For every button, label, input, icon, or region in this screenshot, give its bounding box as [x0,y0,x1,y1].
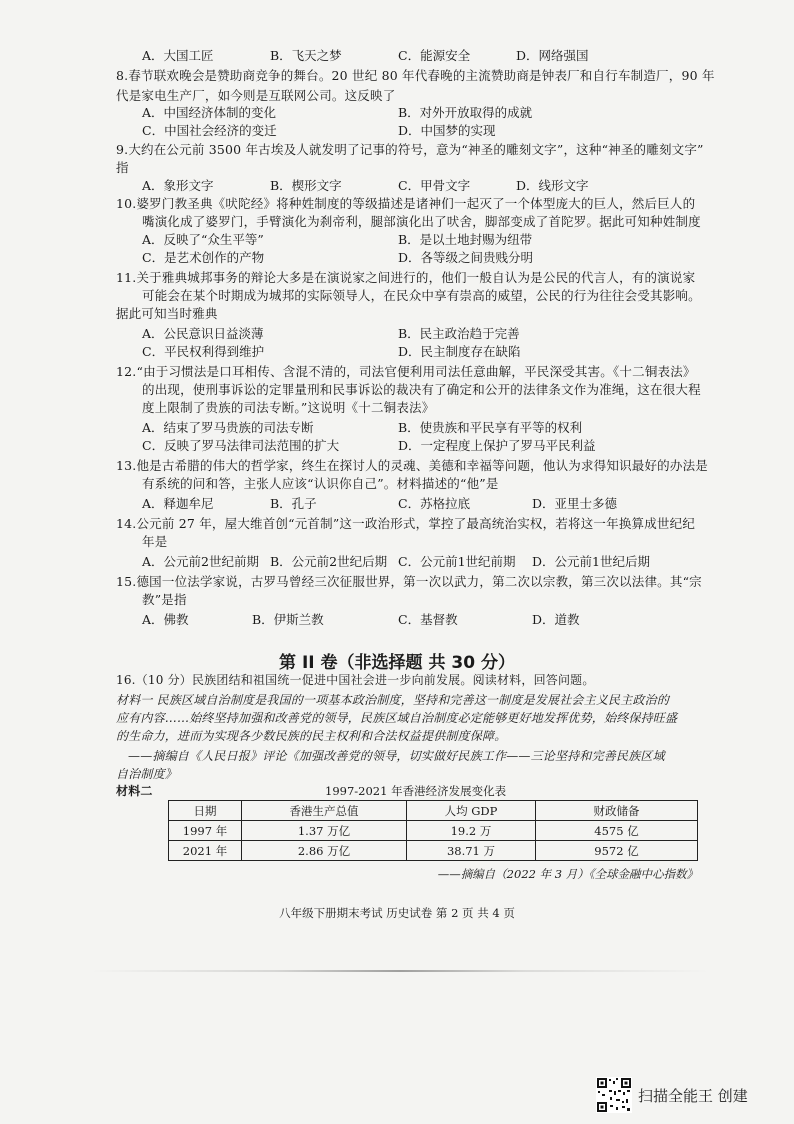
option-b: B．公元前2世纪后期 [270,554,388,569]
cell-per-capita-gdp: 19.2 万 [407,821,536,841]
q14-text-line1: 14.公元前 27 年，屋大维首创“元首制”这一政治形式，掌控了最高统治实权，若将这一年换算成世纪纪 [116,516,696,531]
option-c: C．公元前1世纪前期 [398,554,516,569]
option-d: D．各等级之间贵贱分明 [398,250,534,265]
q12-text-line1: 12.“由于习惯法是口耳相传、含混不清的，司法官便利用司法任意曲解，平民深受其害。《十二铜表法》 [116,364,696,379]
table-row [169,821,698,841]
header-gdp: 香港生产总值 [242,801,407,821]
option-d: D．民主制度存在缺陷 [398,344,521,359]
hk-economy-table [168,800,698,861]
material1-line2: 应有内容……始终坚持加强和改善党的领导，民族区域自治制度必定能够更好地发挥优势，始终保持旺盛 [116,711,678,725]
option-d: D．网络强国 [516,48,589,63]
option-b: B．对外开放取得的成就 [398,105,533,120]
option-d: D．一定程度上保护了罗马平民利益 [398,438,596,453]
option-d: D．公元前1世纪后期 [532,554,650,569]
option-a: A．大国工匠 [142,48,214,63]
option-d: D．亚里士多德 [532,496,618,511]
table-title: 1997-2021 年香港经济发展变化表 [325,784,507,798]
q12-text-line2: 的出现，使刑事诉讼的定罪量刑和民事诉讼的裁决有了确定和公开的法律条文作为准绳，这在很大程 [142,382,701,397]
option-c: C．能源安全 [398,48,471,63]
option-d: D．道教 [532,612,580,627]
option-c: C．中国社会经济的变迁 [142,123,277,138]
q15-text-line1: 15.德国一位法学家说，古罗马曾经三次征服世界，第一次以武力，第二次以宗教，第三次以法律。其“宗 [116,574,702,589]
option-c: C．平民权利得到维护 [142,344,265,359]
cell-per-capita-gdp: 38.71 万 [407,841,536,861]
q11-text-line2: 可能会在某个时期成为城邦的实际领导人，在民众中享有崇高的威望，公民的行为往往会受其影响。 [142,288,701,303]
option-a: A．反映了“众生平等” [142,232,264,247]
scan-artifact-line [90,970,710,972]
option-a: A．公民意识日益淡薄 [142,326,264,341]
option-c: C．甲骨文字 [398,178,471,193]
option-d: D．线形文字 [516,178,589,193]
header-date: 日期 [169,801,242,821]
option-a: A．公元前2世纪前期 [142,554,259,569]
q9-text-line2: 指 [116,160,129,175]
q10-text-line1: 10.婆罗门教圣典《吠陀经》将种姓制度的等级描述是诸神们一起灭了一个体型庞大的巨人，然后巨人的 [116,196,696,211]
option-b: B．是以土地封赐为纽带 [398,232,533,247]
material2-source: ——摘编自（2022 年 3 月）《全球金融中心指数》 [437,867,698,881]
option-b: B．飞天之梦 [270,48,342,63]
option-a: A．象形文字 [142,178,214,193]
option-b: B．孔子 [270,496,317,511]
section-title: 第 II 卷（非选择题 共 30 分） [279,653,515,673]
option-b: B．伊斯兰教 [252,612,324,627]
q13-text-line1: 13.他是古希腊的伟大的哲学家，终生在探讨人的灵魂、美德和幸福等问题，他认为求得知识最好的办法是 [116,458,708,473]
watermark-text: 扫描全能王 创建 [638,1086,748,1105]
qr-code-icon [596,1077,632,1113]
material1-source-line2: 自治制度》 [116,767,178,781]
option-c: C．苏格拉底 [398,496,471,511]
scanner-watermark [596,1077,748,1113]
option-c: C．反映了罗马法律司法范围的扩大 [142,438,340,453]
option-b: B．使贵族和平民享有平等的权利 [398,420,583,435]
table-row [169,841,698,861]
cell-gdp: 2.86 万亿 [242,841,407,861]
material1-source-line1: ——摘编自《人民日报》评论《加强改善党的领导，切实做好民族工作——三论坚持和完善民族区域 [128,749,665,763]
option-b: B．民主政治趋于完善 [398,326,520,341]
material1-line1: 材料一 民族区域自治制度是我国的一项基本政治制度，坚持和完善这一制度是发展社会主义民主政治的 [116,693,670,707]
option-d: D．中国梦的实现 [398,123,496,138]
page-footer: 八年级下册期末考试 历史试卷 第 2 页 共 4 页 [279,906,515,920]
cell-fiscal-reserve: 9572 亿 [536,841,698,861]
option-b: B．楔形文字 [270,178,342,193]
q14-text-line2: 年是 [142,534,168,549]
q11-text-line1: 11.关于雅典城邦事务的辩论大多是在演说家之间进行的，他们一般自认为是公民的代言人，有的演说家 [116,270,696,285]
table-header-row [169,801,698,821]
q15-text-line2: 教”是指 [142,592,187,607]
option-a: A．中国经济体制的变化 [142,105,277,120]
q8-text-line1: 8.春节联欢晚会是赞助商竞争的舞台。20 世纪 80 年代春晚的主流赞助商是钟表厂和自行车制造厂，90 年 [116,68,715,83]
header-fiscal-reserve: 财政储备 [536,801,698,821]
cell-date: 2021 年 [169,841,242,861]
cell-fiscal-reserve: 4575 亿 [536,821,698,841]
cell-date: 1997 年 [169,821,242,841]
option-a: A．结束了罗马贵族的司法专断 [142,420,314,435]
option-a: A．释迦牟尼 [142,496,214,511]
option-c: C．基督教 [398,612,458,627]
q16-intro: 16.（10 分）民族团结和祖国统一促进中国社会进一步向前发展。阅读材料，回答问题。 [116,673,595,687]
q12-text-line3: 度上限制了贵族的司法专断。”这说明《十二铜表法》 [142,400,435,415]
q9-text-line1: 9.大约在公元前 3500 年古埃及人就发明了记事的符号，意为“神圣的雕刻文字”，这种“神圣的雕刻文字” [116,142,704,157]
cell-gdp: 1.37 万亿 [242,821,407,841]
option-a: A．佛教 [142,612,189,627]
q8-text-line2: 代是家电生产厂，如今则是互联网公司。这反映了 [116,88,396,103]
header-per-capita-gdp: 人均 GDP [407,801,536,821]
material2-label: 材料二 [116,784,153,798]
option-c: C．是艺术创作的产物 [142,250,265,265]
q10-text-line2: 嘴演化成了婆罗门，手臂演化为刹帝利，腿部演化出了吠舍，脚部变成了首陀罗。据此可知种姓制度 [142,214,701,229]
q13-text-line2: 有系统的问和答，主张人应该“认识你自己”。材料描述的“他”是 [142,476,499,491]
material1-line3: 的生命力，进而为实现各少数民族的民主权利和合法权益提供制度保障。 [116,729,507,743]
q11-text-line3: 据此可知当时雅典 [116,306,218,321]
